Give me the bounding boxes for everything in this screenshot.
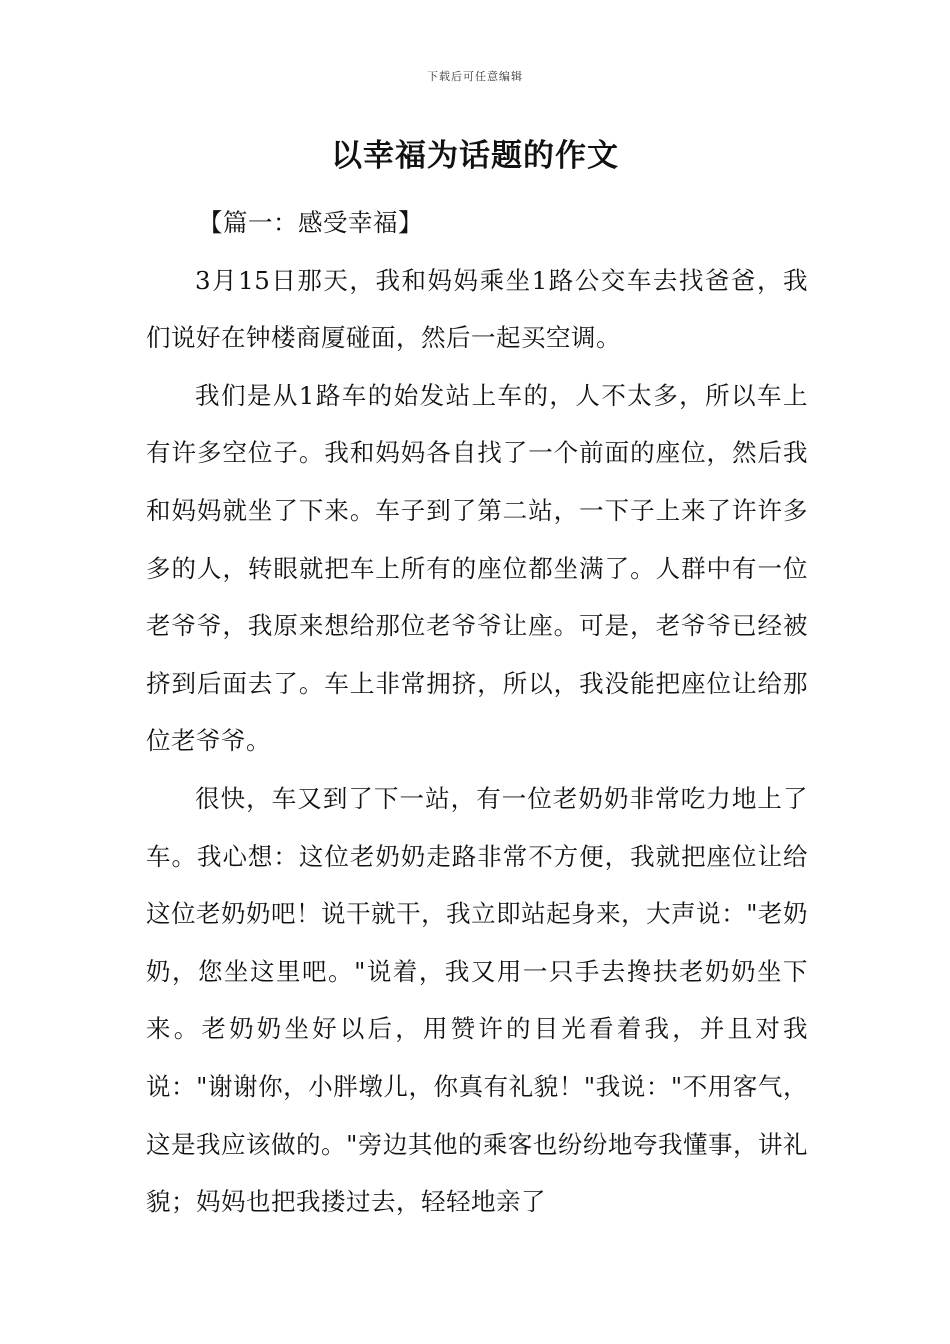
paragraph: 很快，车又到了下一站，有一位老奶奶非常吃力地上了车。我心想：这位老奶奶走路非常不方便，我就把座位让给这位老奶奶吧！说干就干，我立即站起身来，大声说："老奶奶，您坐这里吧。"说着，我又用一只手去搀扶老奶奶坐下来。老奶奶坐好以后，用赞许的目光看着我，并且对我说："谢谢你，小胖墩儿，你真有礼貌！"我说："不用客气，这是我应该做的。"旁边其他的乘客也纷纷地夸我懂事，讲礼貌；妈妈也把我搂过去，轻轻地亲了 <box>146 783 808 1217</box>
section-heading: 【篇一：感受幸福】 <box>198 208 423 237</box>
document-title: 以幸福为话题的作文 <box>331 138 619 174</box>
header-note: 下载后可任意编辑 <box>427 70 523 83</box>
paragraph: 3月15日那天，我和妈妈乘坐1路公交车去找爸爸，我们说好在钟楼商厦碰面，然后一起买空调。 <box>146 265 808 353</box>
paragraph: 我们是从1路车的始发站上车的，人不太多，所以车上有许多空位子。我和妈妈各自找了一个前面的座位，然后我和妈妈就坐了下来。车子到了第二站，一下子上来了许许多多的人，转眼就把车上所有的座位都坐满了。人群中有一位老爷爷，我原来想给那位老爷爷让座。可是，老爷爷已经被挤到后面去了。车上非常拥挤，所以，我没能把座位让给那位老爷爷。 <box>146 380 808 756</box>
document-body <box>146 194 808 1231</box>
